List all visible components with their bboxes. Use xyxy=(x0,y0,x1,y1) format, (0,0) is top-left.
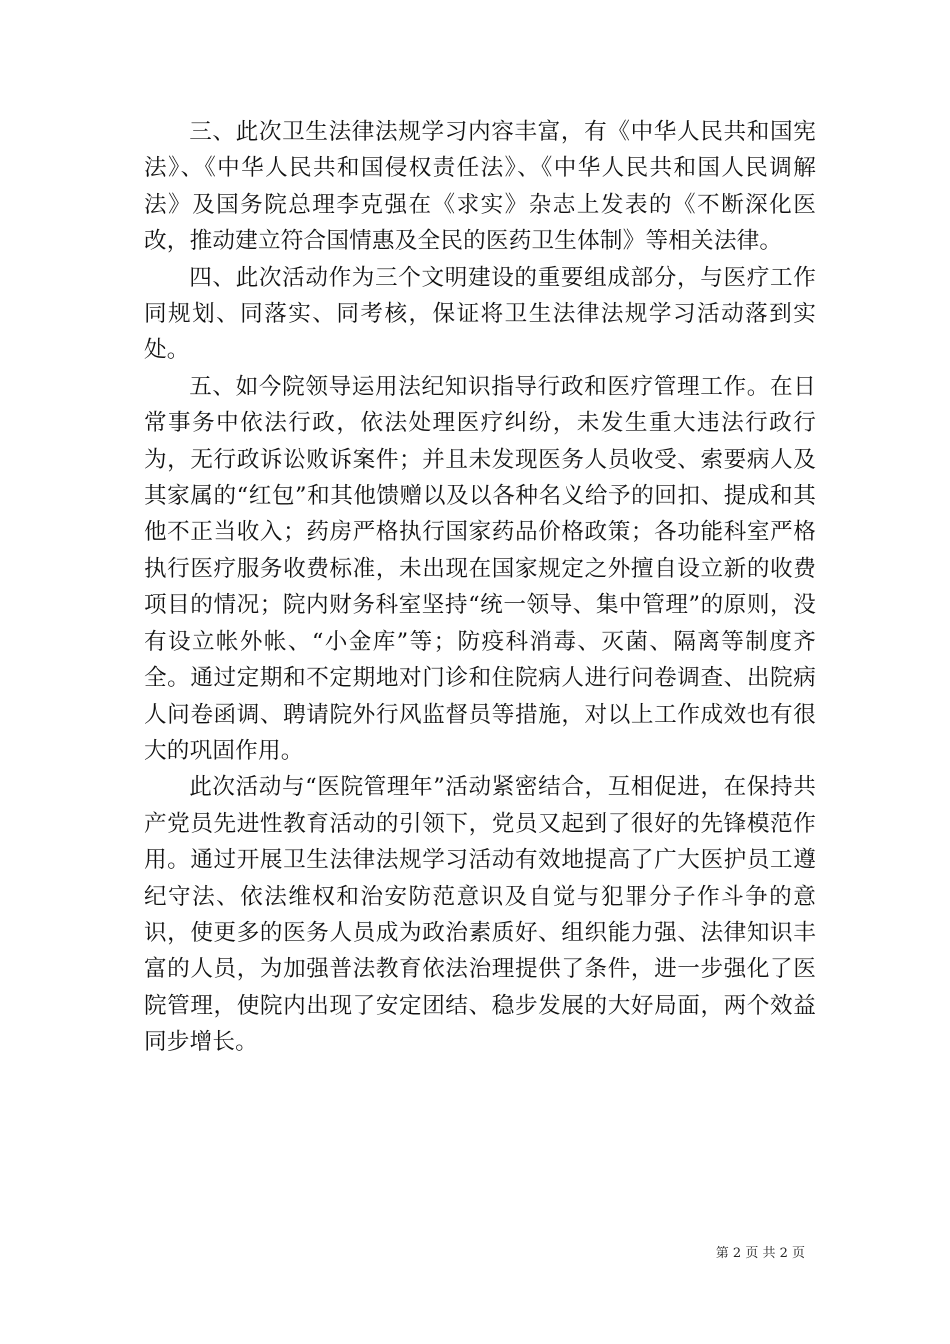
paragraph-4: 四、此次活动作为三个文明建设的重要组成部分，与医疗工作同规划、同落实、同考核，保证将卫生法律法规学习活动落到实处。 xyxy=(144,264,816,364)
paragraph-summary: 此次活动与“医院管理年”活动紧密结合，互相促进，在保持共产党员先进性教育活动的引领下，党员又起到了很好的先锋模范作用。通过开展卫生法律法规学习活动有效地提高了广大医护员工遵纪守法、依法维权和治安防范意识及自觉与犯罪分子作斗争的意识，使更多的医务人员成为政治素质好、组织能力强、法律知识丰富的人员，为加强普法教育依法治理提供了条件，进一步强化了医院管理，使院内出现了安定团结、稳步发展的大好局面，两个效益同步增长。 xyxy=(144,774,816,1056)
document-body xyxy=(144,114,816,1061)
paragraph-3: 三、此次卫生法律法规学习内容丰富，有《中华人民共和国宪法》、《中华人民共和国侵权责任法》、《中华人民共和国人民调解法》及国务院总理李克强在《求实》杂志上发表的《不断深化医改，推动建立符合国情惠及全民的医药卫生体制》等相关法律。 xyxy=(144,119,816,255)
paragraph-5: 五、如今院领导运用法纪知识指导行政和医疗管理工作。在日常事务中依法行政，依法处理医疗纠纷，未发生重大违法行政行为，无行政诉讼败诉案件；并且未发现医务人员收受、索要病人及其家属的“红包”和其他馈赠以及以各种名义给予的回扣、提成和其他不正当收入；药房严格执行国家药品价格政策；各功能科室严格执行医疗服务收费标准，未出现在国家规定之外擅自设立新的收费项目的情况；院内财务科室坚持“统一领导、集中管理”的原则，没有设立帐外帐、“小金库”等；防疫科消毒、灭菌、隔离等制度齐全。通过定期和不定期地对门诊和住院病人进行问卷调查、出院病人问卷函调、聘请院外行风监督员等措施，对以上工作成效也有很大的巩固作用。 xyxy=(144,373,816,764)
page-number: 第 2 页 共 2 页 xyxy=(715,1246,805,1261)
